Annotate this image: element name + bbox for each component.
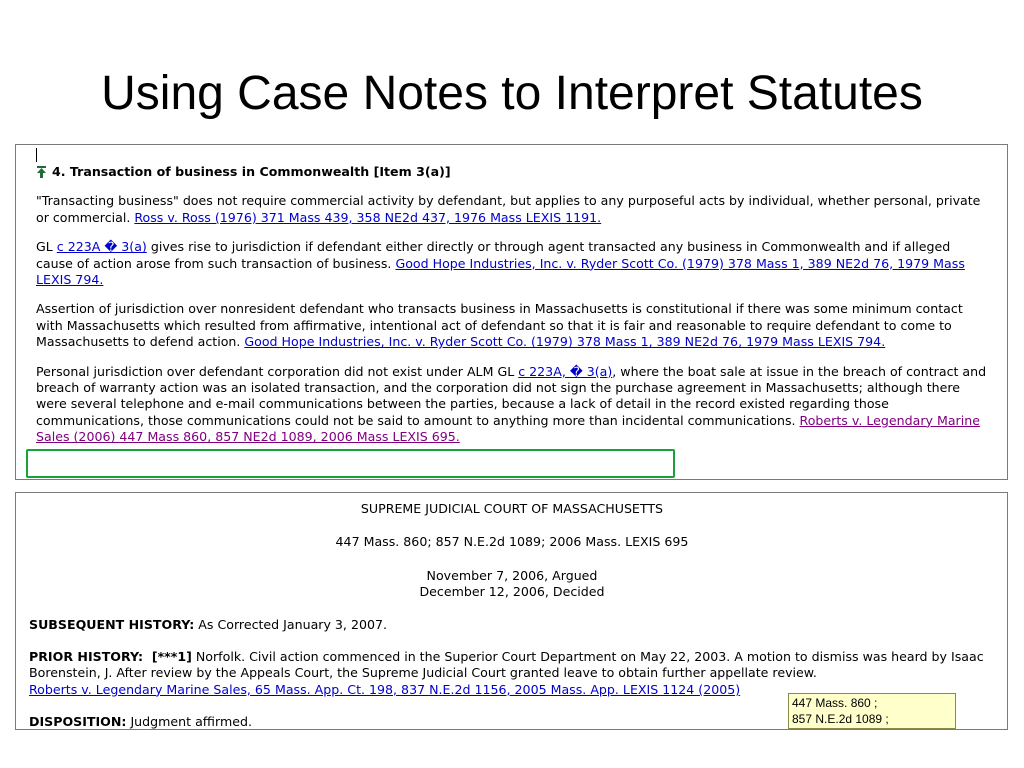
heading-text: 4. Transaction of business in Commonwealth [Item 3(a)] bbox=[52, 164, 451, 179]
case-note-3: Assertion of jurisdiction over nonresident defendant who transacts business in Massachusetts is constitutional if there was some minimum contact with Massachusetts which resulted from affirmative, intentional act of defendant so that it is fair and reasonable to require defendant to come to Massachusetts to defend action. Good Hope Industries, Inc. v. Ryder Scott Co. (1979) 378 Mass 1, 389 NE2d 76, 1979 Mass LEXIS 794. bbox=[36, 301, 963, 350]
citation-tooltip bbox=[788, 693, 956, 729]
case-note-4: Personal jurisdiction over defendant corporation did not exist under ALM GL c 223A, � 3(a), where the boat sale at issue in the breach of contract and breach of warranty action was an isolated transaction, and the corporation did not sign the purchase agreement in Massachusetts; although there were several telephone and e-mail communications between the parties, because a lack of detail in the record existed regarding those communications, those communications could not be said to amount to anything more than incidental communications. Roberts v. Legendary Marine Sales (2006) 447 Mass 860, 857 NE2d 1089, 2006 Mass LEXIS 695. bbox=[36, 363, 987, 445]
statute-link-223a-3a[interactable]: c 223A � 3(a) bbox=[56, 239, 147, 255]
highlight-box bbox=[26, 449, 675, 478]
case-note-2: GL c 223A � 3(a) gives rise to jurisdiction if defendant either directly or through agent transacted any business in Commonwealth and if alleged cause of action arose from such transaction of business. Good Hope Industries, Inc. v. Ryder Scott Co. (1979) 378 Mass 1, 389 NE2d 76, 1979 Mass LEXIS 794. bbox=[36, 239, 965, 288]
case-citation: 447 Mass. 860; 857 N.E.2d 1089; 2006 Mass. LEXIS 695 bbox=[335, 534, 689, 550]
prior-history: PRIOR HISTORY: [***1] Norfolk. Civil action commenced in the Superior Court Department on May 22, 2003. A motion to dismiss was heard by Isaac Borenstein, J. After review by the Appeals Court, the Supreme Judicial Court granted leave to obtain further appellate review. Roberts v. Legendary Marine Sales, 65 Mass. App. Ct. 198, 837 N.E.2d 1156, 2005 Mass. App. LEXIS 1124 (2005) bbox=[29, 649, 984, 697]
appeals-court-link[interactable]: Roberts v. Legendary Marine Sales, 65 Mass. App. Ct. 198, 837 N.E.2d 1156, 2005 Mass. App. LEXIS 1124 (2005) bbox=[29, 681, 741, 697]
slide-title: Using Case Notes to Interpret Statutes bbox=[101, 67, 923, 120]
statute-link-223a-3a-2[interactable]: c 223A, � 3(a) bbox=[518, 363, 613, 379]
up-arrow-icon[interactable] bbox=[36, 166, 47, 178]
text-cursor bbox=[36, 148, 37, 162]
case-note-1: "Transacting business" does not require commercial activity by defendant, but applies to any purposeful acts by individual, whether personal, private or commercial. Ross v. Ross (1976) 371 Mass 439, 358 NE2d 437, 1976 Mass LEXIS 1191. bbox=[36, 193, 981, 225]
good-hope-link-1[interactable]: Good Hope Industries, Inc. v. Ryder Scott Co. (1979) 378 Mass 1, 389 NE2d 76, 1979 Mass LEXIS 794. bbox=[36, 255, 965, 288]
roberts-v-legendary-link[interactable]: Roberts v. Legendary Marine Sales (2006) 447 Mass 860, 857 NE2d 1089, 2006 Mass LEXIS 695. bbox=[36, 412, 980, 445]
star-page: [***1] bbox=[143, 649, 192, 665]
good-hope-link-2[interactable]: Good Hope Industries, Inc. v. Ryder Scott Co. (1979) 378 Mass 1, 389 NE2d 76, 1979 Mass LEXIS 794. bbox=[244, 334, 886, 350]
decided-date: December 12, 2006, Decided bbox=[419, 584, 605, 600]
ross-v-ross-link[interactable]: Ross v. Ross (1976) 371 Mass 439, 358 NE2d 437, 1976 Mass LEXIS 1191. bbox=[134, 209, 602, 225]
argued-date: November 7, 2006, Argued bbox=[426, 567, 598, 583]
tooltip-line-1: 447 Mass. 860 ; bbox=[792, 696, 878, 710]
subsequent-history: SUBSEQUENT HISTORY: As Corrected January 3, 2007. bbox=[29, 616, 387, 632]
court-name: SUPREME JUDICIAL COURT OF MASSACHUSETTS bbox=[360, 501, 664, 516]
case-dates bbox=[29, 568, 995, 601]
disposition: DISPOSITION: Judgment affirmed. bbox=[29, 714, 252, 730]
case-notes-heading bbox=[36, 164, 987, 180]
case-notes-panel bbox=[15, 144, 1008, 480]
tooltip-line-2: 857 N.E.2d 1089 ; bbox=[792, 712, 889, 726]
